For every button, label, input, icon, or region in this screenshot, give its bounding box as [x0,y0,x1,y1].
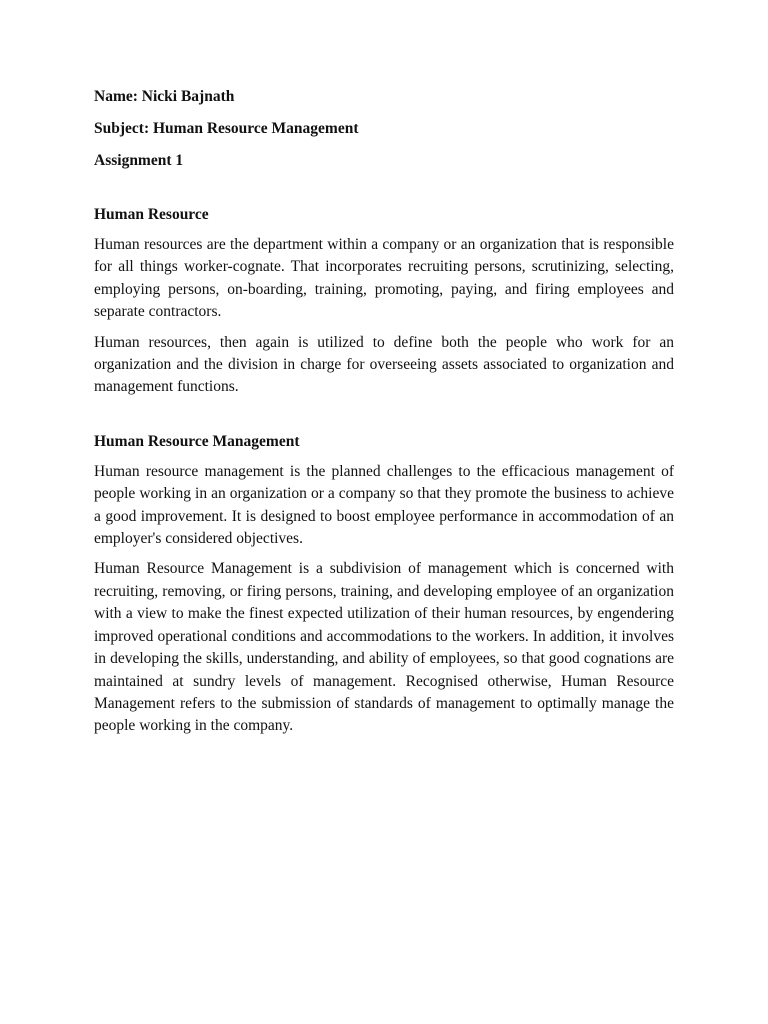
assignment-line: Assignment 1 [94,152,184,169]
document-body [94,86,674,746]
student-name: Name: Nicki Bajnath [94,88,235,105]
paragraph: Human resources are the department within a company or an organization that is responsible for all things worker-cognate. That incorporates recruiting persons, scrutinizing, selecting, employing persons, on-boarding, training, promoting, paying, and firing employees and separate contractors. [94,236,674,321]
subject-line: Subject: Human Resource Management [94,120,359,137]
paragraph: Human resources, then again is utilized to define both the people who work for an organization and the division in charge for overseeing assets associated to organization and management functions. [94,333,674,396]
paragraph: Human Resource Management is a subdivision of management which is concerned with recruiting, removing, or firing persons, training, and developing employee of an organization with a view to make the finest expected utilization of their human resources, by engendering improved operational conditions and accommodations to the workers. In addition, it involves in developing the skills, understanding, and ability of employees, so that good cognations are maintained at sundry levels of management. Recognised otherwise, Human Resource Management refers to the submission of standards of management to optimally manage the people working in the company. [94,560,674,735]
section-human-resource [94,204,674,399]
section-title: Human Resource Management [94,432,300,450]
section-title: Human Resource [94,206,209,223]
section-human-resource-management [94,431,674,738]
paragraph: Human resource management is the planned challenges to the efficacious management of people working in an organization or a company so that they promote the business to achieve a good improvement. It is designed to boost employee performance in accommodation of an employer's considered objectives. [94,462,674,548]
